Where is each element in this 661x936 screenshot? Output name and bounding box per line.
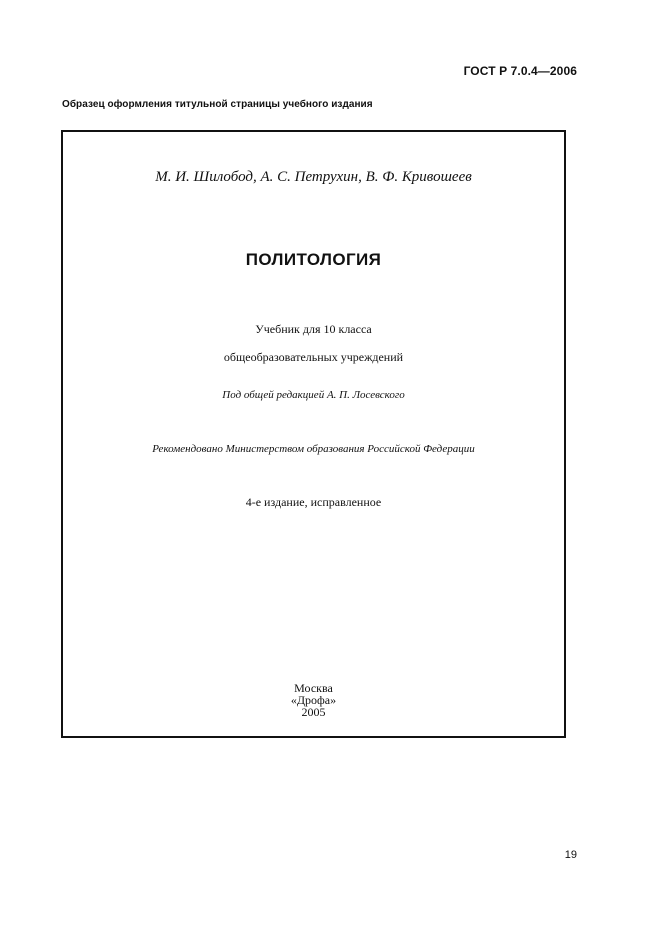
page-number: 19 xyxy=(564,849,577,861)
edition-line: 4-е издание, исправленное xyxy=(245,495,382,509)
book-title: ПОЛИТОЛОГИЯ xyxy=(245,250,382,269)
subtitle-line-1: Учебник для 10 класса xyxy=(255,322,372,336)
recommendation-line: Рекомендовано Министерством образования Российской Федерации xyxy=(152,443,475,455)
imprint-publisher: «Дрофа» xyxy=(290,693,337,707)
subtitle-line-2: общеобразовательных учреждений xyxy=(223,350,404,364)
editor-line: Под общей редакцией А. П. Лосевского xyxy=(222,389,405,401)
title-page-sample-frame xyxy=(61,130,566,738)
authors: М. И. Шилобод, А. С. Петрухин, В. Ф. Кривошеев xyxy=(155,169,472,185)
imprint xyxy=(63,682,564,718)
imprint-year: 2005 xyxy=(301,705,326,719)
imprint-city: Москва xyxy=(294,681,333,695)
figure-caption: Образец оформления титульной страницы учебного издания xyxy=(62,99,373,110)
standard-code: ГОСТ Р 7.0.4—2006 xyxy=(463,64,577,78)
